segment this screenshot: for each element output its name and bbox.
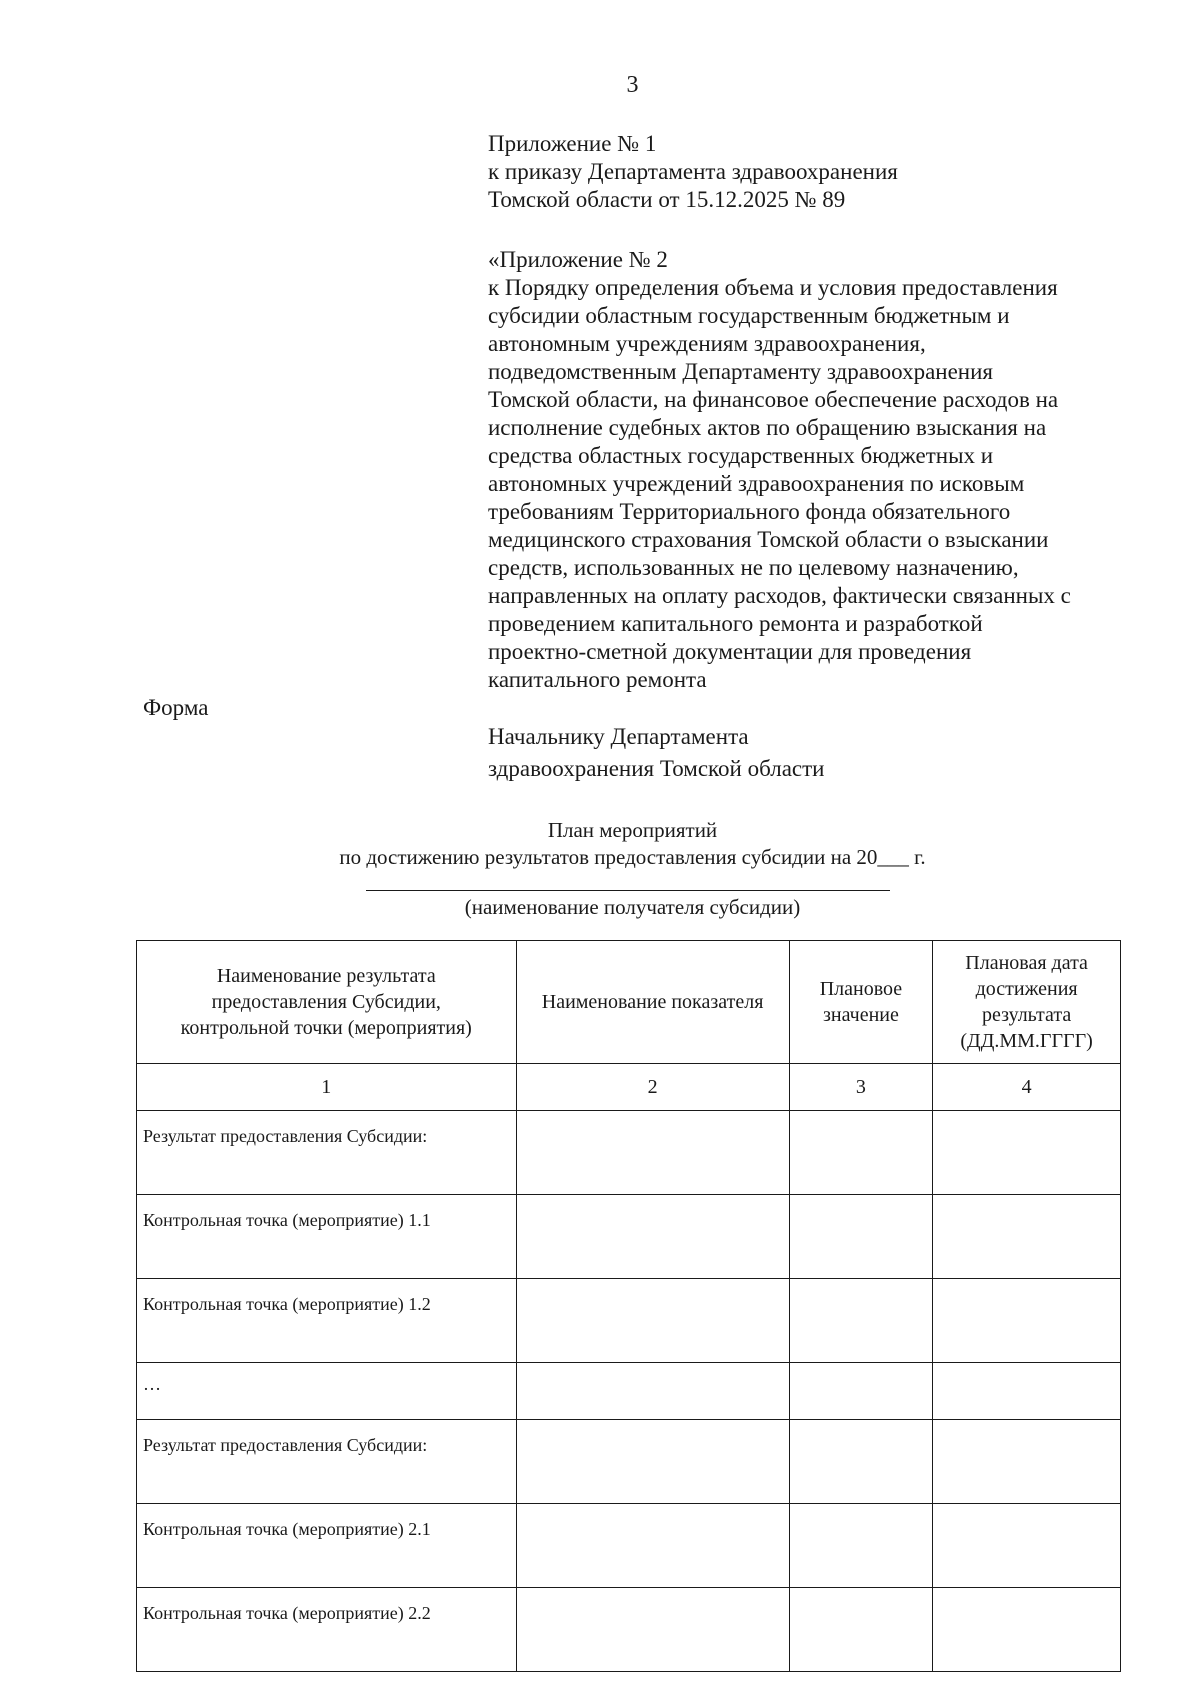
empty-cell: [516, 1279, 789, 1363]
empty-cell: [789, 1588, 933, 1672]
appendix-2-line: медицинского страхования Томской области о взыскании: [488, 527, 1049, 552]
addressee-line: Начальнику Департамента: [488, 724, 749, 749]
table-row: [137, 1111, 1121, 1195]
addressee: [488, 721, 1128, 785]
row-label: Контрольная точка (мероприятие) 2.1: [137, 1504, 517, 1588]
plan-title-line-1: План мероприятий: [547, 818, 718, 842]
header-result-name: [137, 941, 517, 1064]
appendix-2-line: исполнение судебных актов по обращению взыскания на: [488, 415, 1047, 440]
empty-cell: [516, 1504, 789, 1588]
empty-cell: [516, 1363, 789, 1420]
appendix-2-line: подведомственным Департаменту здравоохранения: [488, 359, 994, 384]
appendix-2-line: автономным учреждениям здравоохранения,: [488, 331, 926, 356]
empty-cell: [516, 1111, 789, 1195]
appendix-2-line: средства областных государственных бюджетных и: [488, 443, 994, 468]
header-line: Наименование результата: [216, 965, 436, 987]
column-number: 3: [789, 1064, 933, 1111]
table-row: [137, 1588, 1121, 1672]
row-label: Результат предоставления Субсидии:: [137, 1420, 517, 1504]
empty-cell: [789, 1195, 933, 1279]
header-line: (ДД.ММ.ГГГГ): [960, 1030, 1093, 1052]
column-number-row: [137, 1064, 1121, 1111]
appendix-2-line: к Порядку определения объема и условия предоставления: [488, 275, 1058, 300]
empty-cell: [789, 1279, 933, 1363]
header-line: значение: [822, 1004, 899, 1026]
empty-cell: [933, 1111, 1121, 1195]
empty-cell: [516, 1420, 789, 1504]
row-label: Контрольная точка (мероприятие) 2.2: [137, 1588, 517, 1672]
appendix-1-line: к приказу Департамента здравоохранения: [488, 159, 898, 184]
empty-cell: [933, 1504, 1121, 1588]
column-number: 4: [933, 1064, 1121, 1111]
row-label: Контрольная точка (мероприятие) 1.2: [137, 1279, 517, 1363]
appendix-2-line: «Приложение № 2: [488, 247, 668, 272]
header-planned-value: [789, 941, 933, 1064]
table-row: [137, 1279, 1121, 1363]
plan-title: [0, 817, 1200, 871]
header-line: Наименование показателя: [541, 991, 764, 1013]
table-row: [137, 1504, 1121, 1588]
empty-cell: [933, 1363, 1121, 1420]
appendix-2-line: Томской области, на финансовое обеспечение расходов на: [488, 387, 1059, 412]
empty-cell: [789, 1111, 933, 1195]
header-line: достижения: [975, 978, 1078, 1000]
page-number: 3: [626, 72, 639, 98]
empty-cell: [933, 1279, 1121, 1363]
appendix-1-line: Томской области от 15.12.2025 № 89: [488, 187, 846, 212]
empty-cell: [789, 1420, 933, 1504]
header-line: Плановое: [819, 978, 903, 1000]
appendix-2-line: направленных на оплату расходов, фактически связанных с: [488, 583, 1071, 608]
header-line: Плановая дата: [965, 952, 1088, 974]
empty-cell: [933, 1420, 1121, 1504]
table-row: [137, 1195, 1121, 1279]
empty-cell: [516, 1588, 789, 1672]
row-label: Результат предоставления Субсидии:: [137, 1111, 517, 1195]
addressee-line: здравоохранения Томской области: [488, 756, 825, 781]
table-row: [137, 1420, 1121, 1504]
recipient-caption: (наименование получателя субсидии): [464, 895, 801, 919]
empty-cell: [789, 1363, 933, 1420]
appendix-2-line: капитального ремонта: [488, 667, 707, 692]
column-number: 2: [516, 1064, 789, 1111]
plan-title-line-2: по достижению результатов предоставления субсидии на 20___ г.: [339, 845, 926, 869]
table-row: [137, 1363, 1121, 1420]
form-label: Форма: [143, 695, 209, 720]
header-planned-date: [933, 941, 1121, 1064]
appendix-1-header: [488, 130, 1128, 214]
column-number: 1: [137, 1064, 517, 1111]
header-line: результата: [981, 1004, 1072, 1026]
appendix-2-line: средств, использованных не по целевому назначению,: [488, 555, 1019, 580]
appendix-2-line: проектно-сметной документации для проведения: [488, 639, 972, 664]
row-label: …: [137, 1363, 517, 1420]
empty-cell: [789, 1504, 933, 1588]
appendix-2-line: автономных учреждений здравоохранения по исковым: [488, 471, 1025, 496]
header-line: контрольной точки (мероприятия): [180, 1017, 472, 1039]
appendix-2-line: проведением капитального ремонта и разработкой: [488, 611, 983, 636]
appendix-2-line: субсидии областным государственным бюджетным и: [488, 303, 1010, 328]
row-label: Контрольная точка (мероприятие) 1.1: [137, 1195, 517, 1279]
empty-cell: [516, 1195, 789, 1279]
plan-table: [136, 940, 1121, 1672]
recipient-name-underline: [366, 890, 890, 891]
empty-cell: [933, 1588, 1121, 1672]
appendix-2-header: [488, 246, 1128, 694]
table-header-row: [137, 941, 1121, 1064]
header-indicator-name: [516, 941, 789, 1064]
header-line: предоставления Субсидии,: [211, 991, 441, 1013]
appendix-2-line: требованиям Территориального фонда обязательного: [488, 499, 1011, 524]
appendix-1-line: Приложение № 1: [488, 131, 657, 156]
empty-cell: [933, 1195, 1121, 1279]
